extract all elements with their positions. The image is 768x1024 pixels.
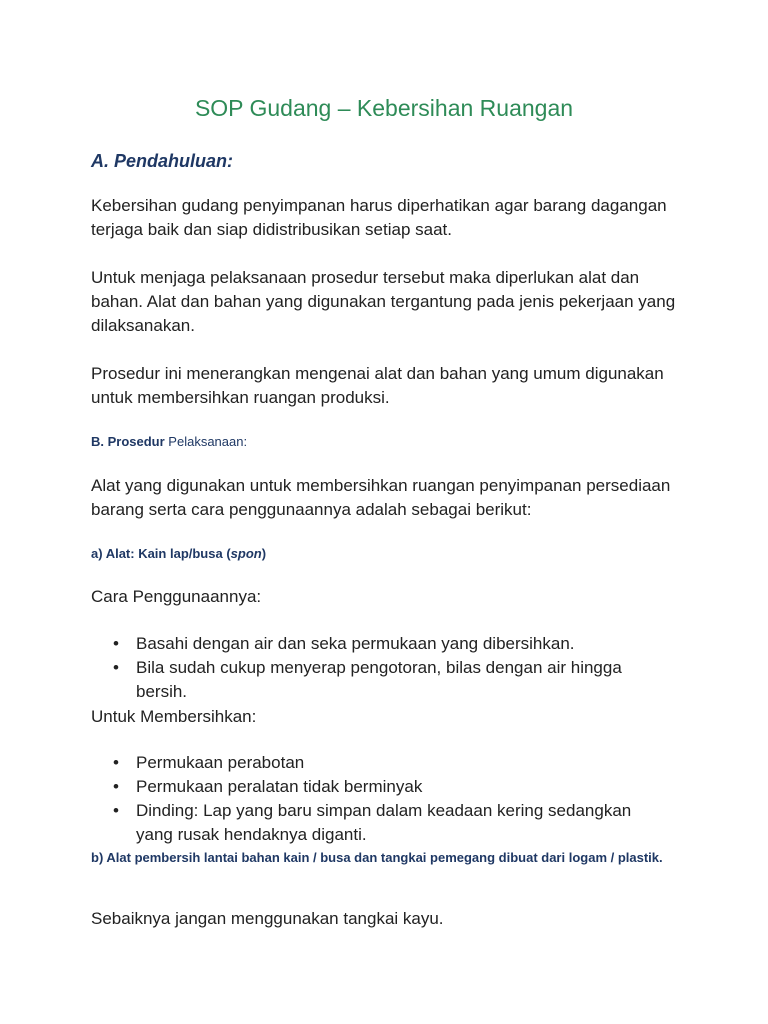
document-title: SOP Gudang – Kebersihan Ruangan (194, 95, 574, 121)
bullet-icon: • (113, 801, 119, 820)
item-b-note: Sebaiknya jangan menggunakan tangkai kayu. (91, 909, 444, 928)
item-a-label-italic: spon (230, 546, 262, 561)
list-item-text: Basahi dengan air dan seka permukaan yang dibersihkan. (136, 634, 575, 653)
clean-list (91, 751, 671, 847)
list-item (91, 799, 671, 847)
section-b-heading-rest: Pelaksanaan: (164, 434, 248, 449)
section-b-heading-bold: B. Prosedur (91, 434, 165, 449)
list-item (91, 656, 671, 704)
section-b-intro: Alat yang digunakan untuk membersihkan ruangan penyimpanan persediaan barang serta cara penggunaannya adalah sebagai berikut: (91, 476, 671, 519)
bullet-icon: • (113, 634, 119, 653)
item-a-label-text: a) Alat: Kain lap/busa ( (91, 546, 231, 561)
list-item (91, 751, 671, 775)
section-b-heading (91, 434, 247, 449)
list-item (91, 632, 671, 656)
bullet-icon: • (113, 658, 119, 677)
clean-heading: Untuk Membersihkan: (91, 707, 257, 726)
list-item-text: Permukaan peralatan tidak berminyak (136, 777, 423, 796)
list-item-text: Dinding: Lap yang baru simpan dalam keadaan kering sedangkan yang rusak hendaknya diganti. (136, 801, 632, 844)
usage-list (91, 632, 671, 704)
bullet-icon: • (113, 777, 119, 796)
list-item (91, 775, 671, 799)
list-item-text: Permukaan perabotan (136, 753, 305, 772)
usage-heading: Cara Penggunaannya: (91, 587, 262, 606)
paragraph-2: Untuk menjaga pelaksanaan prosedur tersebut maka diperlukan alat dan bahan. Alat dan bahan yang digunakan tergantung pada jenis pekerjaan yang dilaksanakan. (91, 268, 676, 335)
section-a-heading: A. Pendahuluan: (91, 151, 234, 171)
list-item-text: Bila sudah cukup menyerap pengotoran, bilas dengan air hingga bersih. (136, 658, 622, 701)
bullet-icon: • (113, 753, 119, 772)
item-b-label: b) Alat pembersih lantai bahan kain / busa dan tangkai pemegang dibuat dari logam / plastik. (91, 850, 663, 865)
item-a-label (91, 544, 266, 564)
paragraph-1: Kebersihan gudang penyimpanan harus diperhatikan agar barang dagangan terjaga baik dan siap didistribusikan setiap saat. (91, 196, 667, 239)
item-a-label-end: ) (261, 546, 267, 561)
paragraph-3: Prosedur ini menerangkan mengenai alat dan bahan yang umum digunakan untuk membersihkan ruangan produksi. (91, 364, 664, 407)
